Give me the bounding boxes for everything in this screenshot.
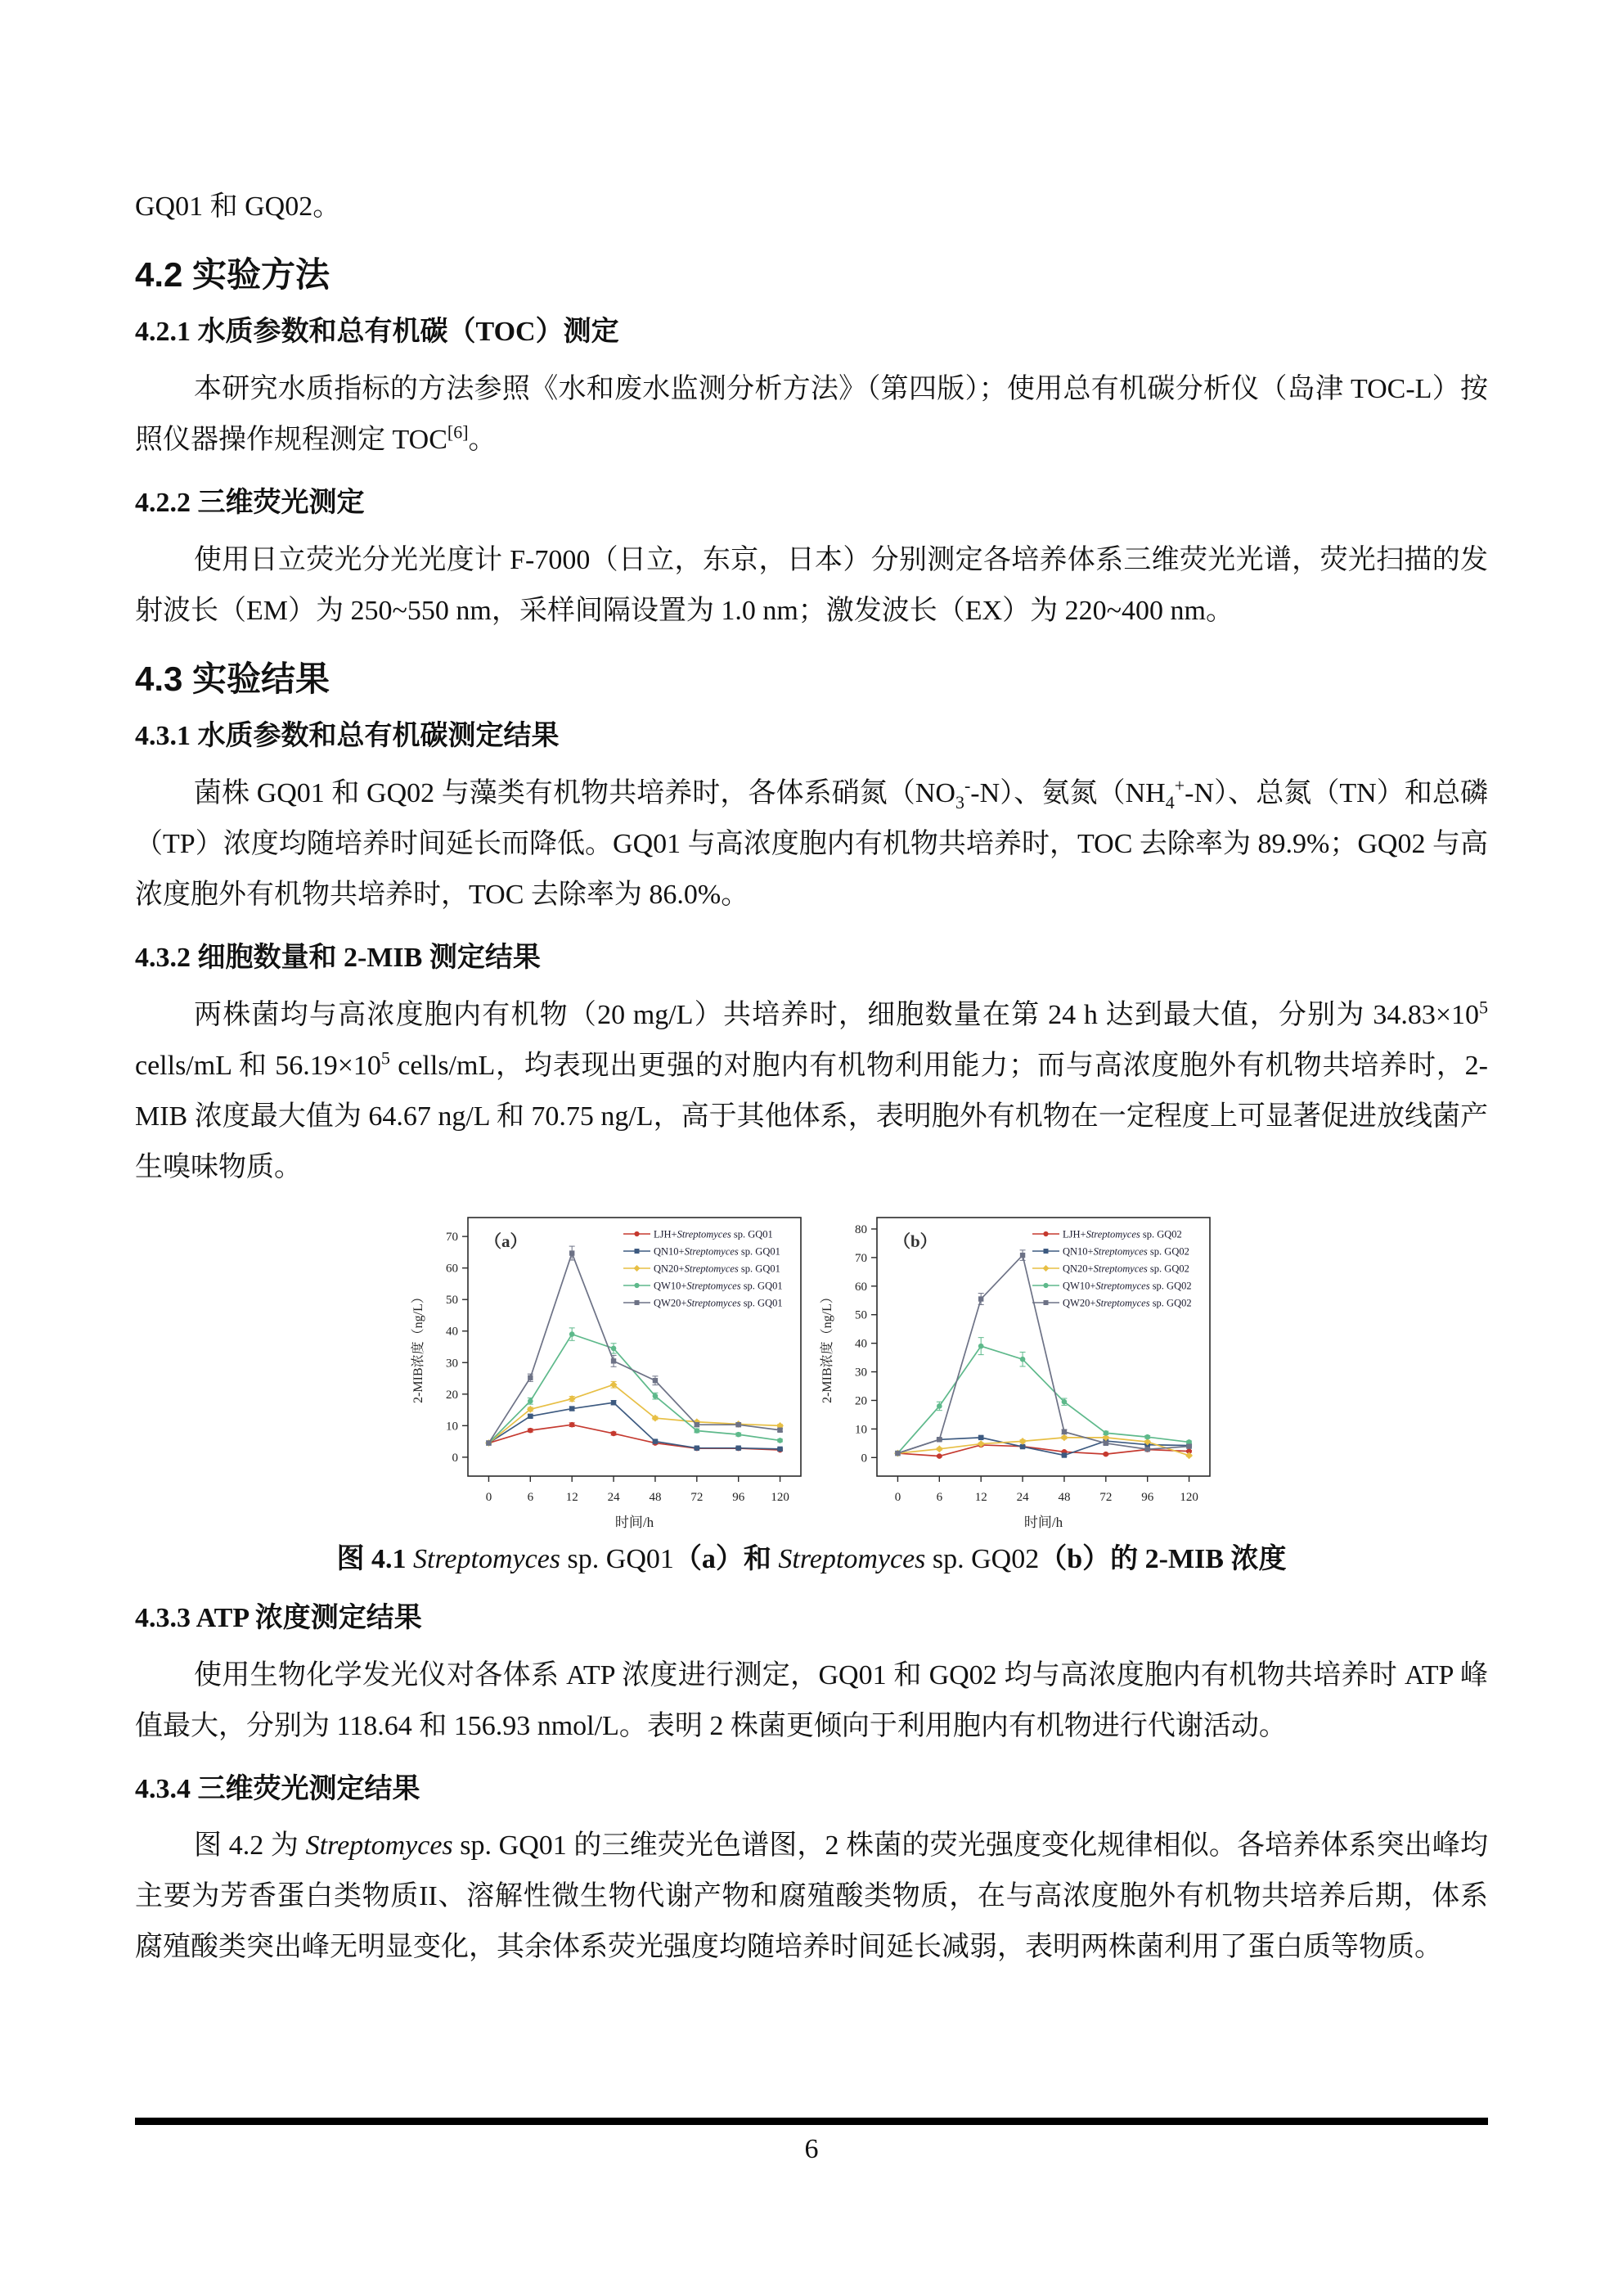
- y-axis: [855, 1223, 877, 1465]
- svg-text:72: 72: [1099, 1490, 1113, 1504]
- svg-text:60: 60: [446, 1262, 458, 1276]
- x-axis-label: 时间/h: [1023, 1514, 1063, 1530]
- svg-text:QW10+Streptomyces sp. GQ01: QW10+Streptomyces sp. GQ01: [654, 1280, 783, 1292]
- paragraph-4-3-2: 两株菌均与高浓度胞内有机物（20 mg/L）共培养时，细胞数量在第 24 h 达到最大值，分别为 $34.83\times 10^5$ cells/mL 和 $56.19\times 10^5$ cells/mL，均表现出更强的对胞内有机物利用能力；而与高浓度胞外有机物共培养时，2-MIB 浓度最大值为 64.67 ng/L 和 70.75 ng/L，高于其他体系，表明胞外有机物在一定程度上可显著促进放线菌产生嗅味物质。: [135, 997, 1488, 1182]
- y-axis-label: 2-MIB浓度（ng/L）: [820, 1290, 834, 1403]
- y-axis: [446, 1231, 468, 1465]
- chart-b: [812, 1206, 1221, 1533]
- x-axis: [486, 1476, 789, 1504]
- svg-text:30: 30: [855, 1366, 867, 1380]
- svg-text:96: 96: [732, 1490, 745, 1504]
- subsection-heading-4-2-2: 4.2.2 三维荧光测定: [135, 488, 365, 519]
- section-heading-4-2: 4.2 实验方法: [135, 255, 330, 294]
- chart-b-svg: [812, 1206, 1221, 1533]
- x-axis-label: 时间/h: [614, 1514, 654, 1530]
- svg-text:120: 120: [1180, 1490, 1198, 1504]
- svg-text:24: 24: [607, 1490, 620, 1504]
- svg-text:70: 70: [446, 1230, 458, 1244]
- svg-text:20: 20: [446, 1388, 458, 1402]
- paragraph-4-2-1: 本研究水质指标的方法参照《水和废水监测分析方法》（第四版）；使用总有机碳分析仪（岛津 TOC-L）按照仪器操作规程测定 TOC[6]。: [135, 374, 1488, 456]
- svg-text:QW20+Streptomyces sp. GQ01: QW20+Streptomyces sp. GQ01: [654, 1297, 783, 1309]
- chart-a: [402, 1206, 812, 1533]
- chart-a-legend: [623, 1228, 783, 1308]
- svg-text:QN10+Streptomyces sp. GQ02: QN10+Streptomyces sp. GQ02: [1063, 1245, 1189, 1258]
- chart-b-legend: [1032, 1228, 1192, 1308]
- subsection-heading-4-3-3: 4.3.3 ATP 浓度测定结果: [135, 1602, 422, 1633]
- subsection-heading-4-3-4: 4.3.4 三维荧光测定结果: [135, 1773, 420, 1804]
- svg-text:LJH+Streptomyces sp. GQ02: LJH+Streptomyces sp. GQ02: [1063, 1228, 1182, 1240]
- svg-text:0: 0: [485, 1490, 492, 1504]
- svg-text:20: 20: [855, 1394, 867, 1408]
- figure-caption: 图 4.1 Streptomyces sp. GQ01（a）和 Streptomyces sp. GQ02（b）的 2-MIB 浓度: [336, 1543, 1287, 1574]
- paragraph-4-3-3: 使用生物化学发光仪对各体系 ATP 浓度进行测定，GQ01 和 GQ02 均与高浓度胞内有机物共培养时 ATP 峰值最大，分别为 118.64 和 156.93 nmol/L。表明 2 株菌更倾向于利用胞内有机物进行代谢活动。: [135, 1659, 1488, 1741]
- subsection-heading-4-3-2: 4.3.2 细胞数量和 2-MIB 测定结果: [135, 942, 541, 973]
- paragraph-4-2-2: 使用日立荧光分光光度计 F-7000（日立，东京，日本）分别测定各培养体系三维荧光光谱，荧光扫描的发射波长（EM）为 250~550 nm，采样间隔设置为 1.0 nm；激发波长（EX）为 220~400 nm。: [135, 544, 1488, 626]
- svg-text:10: 10: [446, 1420, 458, 1434]
- subsection-heading-4-3-1: 4.3.1 水质参数和总有机碳测定结果: [135, 721, 560, 752]
- svg-text:QN10+Streptomyces sp. GQ01: QN10+Streptomyces sp. GQ01: [654, 1245, 780, 1258]
- chart-a-svg: [402, 1206, 812, 1533]
- section-heading-4-3: 4.3 实验结果: [135, 659, 330, 698]
- svg-text:70: 70: [855, 1251, 867, 1265]
- svg-text:120: 120: [771, 1490, 789, 1504]
- intro-paragraph: GQ01 和 GQ02。: [135, 191, 341, 222]
- svg-text:48: 48: [649, 1490, 662, 1504]
- svg-text:QN20+Streptomyces sp. GQ02: QN20+Streptomyces sp. GQ02: [1063, 1263, 1189, 1275]
- x-axis: [895, 1476, 1198, 1504]
- svg-text:96: 96: [1141, 1490, 1154, 1504]
- svg-text:QW10+Streptomyces sp. GQ02: QW10+Streptomyces sp. GQ02: [1063, 1280, 1192, 1292]
- svg-text:50: 50: [855, 1308, 867, 1322]
- svg-text:40: 40: [855, 1337, 867, 1351]
- svg-text:12: 12: [974, 1490, 987, 1504]
- svg-text:30: 30: [446, 1357, 458, 1371]
- paragraph-4-3-1: 菌株 GQ01 和 GQ02 与藻类有机物共培养时，各体系硝氮$(NO_3^--N)$、氨氮$(NH_4^+-N)$、总氮（TN）和总磷（TP）浓度均随培养时间延长而降低。GQ01 与高浓度胞内有机物共培养时，TOC 去除率为 89.9%；GQ02 与高浓度胞外有机物共培养时，TOC 去除率为 86.0%。: [135, 775, 1489, 910]
- svg-text:12: 12: [565, 1490, 578, 1504]
- svg-text:6: 6: [527, 1490, 534, 1504]
- figure-4-1: [135, 1206, 1488, 1533]
- svg-text:QN20+Streptomyces sp. GQ01: QN20+Streptomyces sp. GQ01: [654, 1263, 780, 1275]
- svg-text:10: 10: [855, 1423, 867, 1437]
- svg-text:0: 0: [894, 1490, 901, 1504]
- svg-text:LJH+Streptomyces sp. GQ01: LJH+Streptomyces sp. GQ01: [654, 1228, 773, 1240]
- svg-text:48: 48: [1058, 1490, 1071, 1504]
- y-axis-label: 2-MIB浓度（ng/L）: [411, 1290, 425, 1403]
- svg-text:0: 0: [861, 1452, 867, 1465]
- svg-text:QW20+Streptomyces sp. GQ02: QW20+Streptomyces sp. GQ02: [1063, 1297, 1192, 1309]
- svg-text:80: 80: [855, 1222, 867, 1236]
- svg-text:50: 50: [446, 1293, 458, 1307]
- footer-rule: [135, 2118, 1488, 2125]
- panel-label: （a）: [484, 1231, 528, 1251]
- svg-text:40: 40: [446, 1325, 458, 1339]
- panel-label: （b）: [893, 1231, 937, 1251]
- svg-text:60: 60: [855, 1280, 867, 1294]
- page-number: 6: [804, 2134, 819, 2164]
- subsection-heading-4-2-1: 4.2.1 水质参数和总有机碳（TOC）测定: [135, 317, 619, 348]
- svg-text:6: 6: [936, 1490, 943, 1504]
- svg-text:24: 24: [1016, 1490, 1029, 1504]
- svg-text:0: 0: [452, 1451, 458, 1465]
- svg-text:72: 72: [690, 1490, 704, 1504]
- paragraph-4-3-4: 图 4.2 为 Streptomyces sp. GQ01 的三维荧光色谱图，2 株菌的荧光强度变化规律相似。各培养体系突出峰均主要为芳香蛋白类物质II、溶解性微生物代谢产物和腐殖酸类物质，在与高浓度胞外有机物共培养后期，体系腐殖酸类突出峰无明显变化，其余体系荧光强度均随培养时间延长减弱，表明两株菌利用了蛋白质等物质。: [135, 1830, 1489, 1963]
